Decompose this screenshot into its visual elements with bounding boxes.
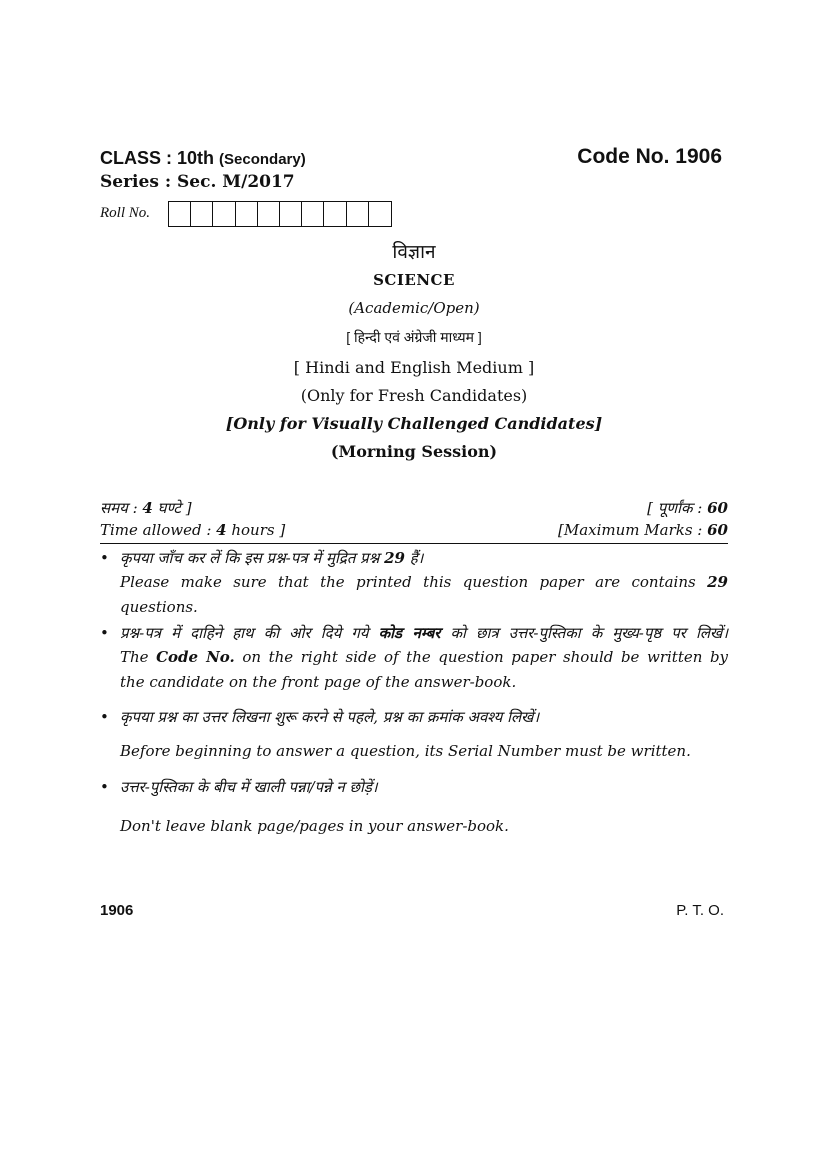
bullet: • (100, 624, 109, 642)
roll-digit-box[interactable] (324, 202, 346, 226)
instruction-3-english: Before beginning to answer a question, its Serial Number must be written. (120, 742, 691, 760)
time-marks-english (100, 521, 728, 539)
bullet: • (100, 778, 109, 796)
medium-english: [ Hindi and English Medium ] (293, 358, 535, 377)
instruction-4-hindi: • उत्तर-पुस्तिका के बीच में खाली पन्ना/पन्ने न छोड़ें। (100, 775, 728, 800)
instruction-3-hindi: • कृपया प्रश्न का उत्तर लिखना शुरू करने से पहले, प्रश्न का क्रमांक अवश्य लिखें। (100, 705, 728, 730)
roll-digit-box[interactable] (302, 202, 324, 226)
footer-code: 1906 (100, 902, 134, 919)
roll-no-label: Roll No. (100, 205, 151, 221)
time-english: Time allowed : 4 hours ] (100, 521, 286, 539)
divider (100, 543, 728, 544)
medium-hindi: [ हिन्दी एवं अंग्रेजी माध्यम ] (346, 329, 482, 345)
instruction-1-english: Please make sure that the printed this question paper are contains 29 questions. (120, 573, 728, 616)
roll-digit-box[interactable] (236, 202, 258, 226)
roll-digit-box[interactable] (169, 202, 191, 226)
session-label: (Morning Session) (330, 442, 498, 461)
subject-title-english: SCIENCE (373, 271, 455, 289)
time-hindi: समय : 4 घण्टे ] (100, 499, 192, 517)
bullet: • (100, 549, 109, 567)
visually-challenged-label: [Only for Visually Challenged Candidates] (225, 414, 603, 433)
class-sub: (Secondary) (219, 151, 306, 168)
bullet: • (100, 708, 109, 726)
time-marks-hindi (100, 498, 728, 518)
marks-english: [Maximum Marks : 60 (557, 521, 728, 539)
roll-digit-box[interactable] (347, 202, 369, 226)
roll-no-boxes[interactable] (168, 201, 392, 227)
roll-digit-box[interactable] (280, 202, 302, 226)
roll-digit-box[interactable] (369, 202, 391, 226)
class-label: CLASS : 10th (Secondary) (100, 148, 306, 168)
instruction-1-hindi: • कृपया जाँच कर लें कि इस प्रश्न-पत्र में मुद्रित प्रश्न 29 हैं। (100, 546, 728, 571)
roll-digit-box[interactable] (258, 202, 280, 226)
instruction-2-hindi: • प्रश्न-पत्र में दाहिने हाथ की ओर दिये गये कोड नम्बर को छात्र उत्तर-पुस्तिका के मुख्य-पृष्ठ पर लिखें। (100, 621, 728, 646)
fresh-candidates-label: (Only for Fresh Candidates) (300, 386, 528, 405)
roll-digit-box[interactable] (213, 202, 235, 226)
footer-pto: P. T. O. (676, 902, 724, 919)
instruction-2-english: The Code No. on the right side of the question paper should be written by the candidate on the front page of the answer-book. (120, 648, 729, 691)
series-label: Series : Sec. M/2017 (100, 172, 295, 192)
roll-digit-box[interactable] (191, 202, 213, 226)
marks-hindi: [ पूर्णांक : 60 (647, 499, 728, 517)
subject-title-hindi: विज्ञान (392, 242, 436, 263)
academic-open-label: (Academic/Open) (348, 299, 480, 317)
code-number: Code No. 1906 (577, 145, 722, 168)
instruction-4-english: Don't leave blank page/pages in your answer-book. (120, 817, 509, 835)
